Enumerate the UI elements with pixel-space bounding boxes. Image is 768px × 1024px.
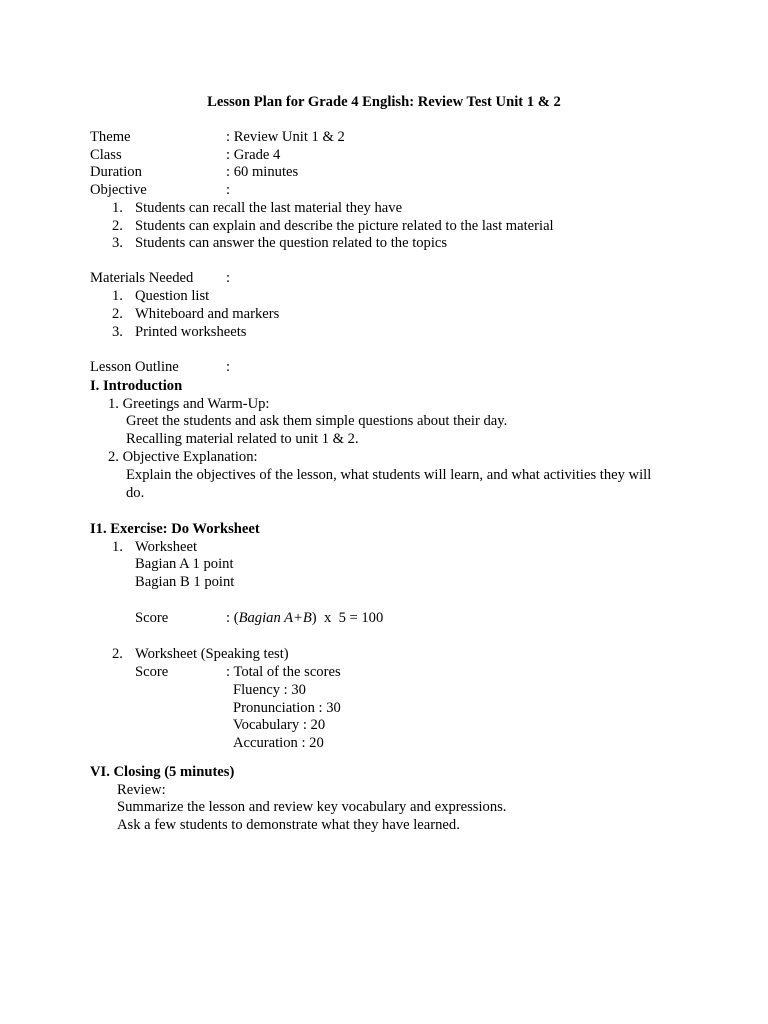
material-item: Whiteboard and markers — [135, 306, 280, 322]
page-title: Lesson Plan for Grade 4 English: Review Test Unit 1 & 2 — [207, 94, 561, 110]
duration-label: Duration — [90, 164, 142, 180]
formula-rest: x 5 = 100 — [316, 610, 384, 626]
outline-label: Lesson Outline — [90, 359, 179, 375]
material-num: 1. — [112, 288, 123, 304]
theme-value: : Review Unit 1 & 2 — [226, 129, 345, 145]
worksheet-part: Bagian A 1 point — [135, 556, 234, 572]
worksheet-num: 2. — [112, 646, 123, 662]
section-heading-introduction: I. Introduction — [90, 378, 183, 394]
theme-label: Theme — [90, 129, 131, 145]
intro-item-text: do. — [126, 485, 145, 501]
section-heading-exercise: I1. Exercise: Do Worksheet — [90, 521, 260, 537]
intro-item-title: 2. Objective Explanation: — [108, 449, 258, 465]
score-value: : Total of the scores — [226, 664, 341, 680]
formula-variable: Bagian A+B — [238, 610, 312, 626]
class-value: : Grade 4 — [226, 147, 281, 163]
worksheet-num: 1. — [112, 539, 123, 555]
duration-value: : 60 minutes — [226, 164, 299, 180]
worksheet-title: Worksheet — [135, 539, 198, 555]
objective-value: : — [226, 182, 231, 198]
material-num: 3. — [112, 324, 123, 340]
score-label: Score — [135, 610, 169, 626]
section-heading-closing: VI. Closing (5 minutes) — [90, 764, 235, 780]
materials-colon: : — [226, 270, 231, 286]
objective-num: 3. — [112, 235, 123, 251]
objective-label: Objective — [90, 182, 147, 198]
objective-num: 2. — [112, 218, 123, 234]
intro-item-text: Recalling material related to unit 1 & 2. — [126, 431, 359, 447]
outline-colon: : — [226, 359, 231, 375]
worksheet-part: Bagian B 1 point — [135, 574, 235, 590]
score-prefix: : — [226, 610, 234, 626]
material-item: Question list — [135, 288, 210, 304]
closing-text: Summarize the lesson and review key vocabulary and expressions. — [117, 799, 507, 815]
objective-item: Students can recall the last material they have — [135, 200, 403, 216]
paren-close: ) — [311, 610, 317, 626]
intro-item-text: Explain the objectives of the lesson, what students will learn, and what activities they will — [126, 467, 652, 483]
closing-text: Ask a few students to demonstrate what they have learned. — [117, 817, 460, 833]
objective-num: 1. — [112, 200, 123, 216]
class-label: Class — [90, 147, 122, 163]
intro-item-title: 1. Greetings and Warm-Up: — [108, 396, 270, 412]
criteria-item: Pronunciation : 30 — [233, 700, 341, 716]
material-item: Printed worksheets — [135, 324, 247, 340]
closing-review: Review: — [117, 782, 166, 798]
objective-item: Students can answer the question related to the topics — [135, 235, 448, 251]
score-label: Score — [135, 664, 169, 680]
criteria-item: Vocabulary : 20 — [233, 717, 326, 733]
intro-item-text: Greet the students and ask them simple questions about their day. — [126, 413, 508, 429]
paren-open: ( — [233, 610, 239, 626]
criteria-item: Accuration : 20 — [233, 735, 324, 751]
score-formula — [226, 610, 383, 628]
objective-item: Students can explain and describe the picture related to the last material — [135, 218, 554, 234]
worksheet-title: Worksheet (Speaking test) — [135, 646, 289, 662]
material-num: 2. — [112, 306, 123, 322]
materials-label: Materials Needed — [90, 270, 194, 286]
criteria-item: Fluency : 30 — [233, 682, 306, 698]
